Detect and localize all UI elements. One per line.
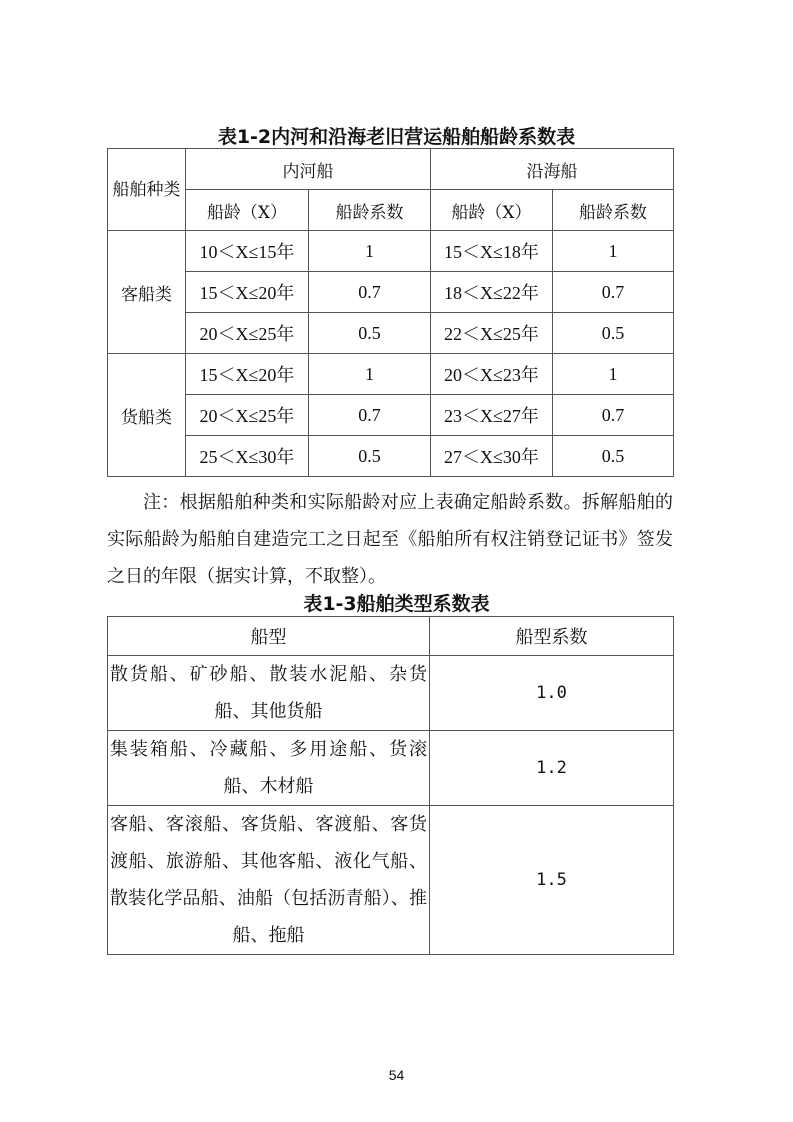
inland-age-cell: 15＜X≤20年 <box>186 272 309 313</box>
coastal-coef-cell: 0.7 <box>553 395 674 436</box>
ship-type-coef-header: 船型系数 <box>430 617 674 656</box>
coastal-coef-cell: 0.5 <box>553 313 674 354</box>
coastal-coef-cell: 1 <box>553 231 674 272</box>
ship-type-coef-cell: 1.0 <box>430 656 674 731</box>
inland-age-header: 船龄（X） <box>186 190 309 231</box>
cargo-ship-category: 货船类 <box>108 354 186 477</box>
passenger-ship-category: 客船类 <box>108 231 186 354</box>
inland-age-cell: 10＜X≤15年 <box>186 231 309 272</box>
ship-age-coefficient-table <box>107 148 674 477</box>
table-row <box>108 806 674 955</box>
ship-type-header: 船型 <box>108 617 430 656</box>
coastal-age-cell: 20＜X≤23年 <box>431 354 553 395</box>
inland-age-cell: 15＜X≤20年 <box>186 354 309 395</box>
ship-type-coef-cell: 1.5 <box>430 806 674 955</box>
inland-coef-cell: 0.7 <box>309 395 431 436</box>
inland-age-cell: 20＜X≤25年 <box>186 395 309 436</box>
table-row <box>108 395 674 436</box>
table-row <box>108 436 674 477</box>
inland-coef-cell: 0.5 <box>309 313 431 354</box>
inland-coef-cell: 1 <box>309 231 431 272</box>
table-row <box>108 731 674 806</box>
table-row <box>108 272 674 313</box>
inland-coef-cell: 0.7 <box>309 272 431 313</box>
category-header: 船舶种类 <box>108 149 186 231</box>
table-note: 注：根据船舶种类和实际船龄对应上表确定船龄系数。拆解船舶的实际船龄为船舶自建造完工之日起至《船舶所有权注销登记证书》签发之日的年限（据实计算，不取整）。 <box>107 492 673 587</box>
ship-type-coefficient-table <box>107 616 674 955</box>
inland-age-cell: 25＜X≤30年 <box>186 436 309 477</box>
inland-ship-header: 内河船 <box>186 149 431 190</box>
table-row <box>108 313 674 354</box>
inland-coef-cell: 0.5 <box>309 436 431 477</box>
coastal-age-cell: 22＜X≤25年 <box>431 313 553 354</box>
table-1-3-caption: 表1-3船舶类型系数表 <box>303 593 490 615</box>
ship-types-cell: 客船、客滚船、客货船、客渡船、客货渡船、旅游船、其他客船、液化气船、散装化学品船、油船（包括沥青船）、推船、拖船 <box>108 806 430 955</box>
coastal-age-cell: 18＜X≤22年 <box>431 272 553 313</box>
coastal-coef-header: 船龄系数 <box>553 190 674 231</box>
inland-coef-header: 船龄系数 <box>309 190 431 231</box>
coastal-age-cell: 15＜X≤18年 <box>431 231 553 272</box>
table-row <box>108 656 674 731</box>
table-row <box>108 354 674 395</box>
inland-coef-cell: 1 <box>309 354 431 395</box>
coastal-age-header: 船龄（X） <box>431 190 553 231</box>
coastal-coef-cell: 0.5 <box>553 436 674 477</box>
coastal-age-cell: 27＜X≤30年 <box>431 436 553 477</box>
coastal-coef-cell: 0.7 <box>553 272 674 313</box>
inland-age-cell: 20＜X≤25年 <box>186 313 309 354</box>
coastal-ship-header: 沿海船 <box>431 149 674 190</box>
table-1-2-caption: 表1-2内河和沿海老旧营运船舶船龄系数表 <box>217 126 576 148</box>
coastal-coef-cell: 1 <box>553 354 674 395</box>
ship-type-coef-cell: 1.2 <box>430 731 674 806</box>
ship-types-cell: 散货船、矿砂船、散装水泥船、杂货船、其他货船 <box>108 656 430 731</box>
table-row <box>108 231 674 272</box>
coastal-age-cell: 23＜X≤27年 <box>431 395 553 436</box>
ship-types-cell: 集装箱船、冷藏船、多用途船、货滚船、木材船 <box>108 731 430 806</box>
page-number: 54 <box>388 1067 405 1083</box>
